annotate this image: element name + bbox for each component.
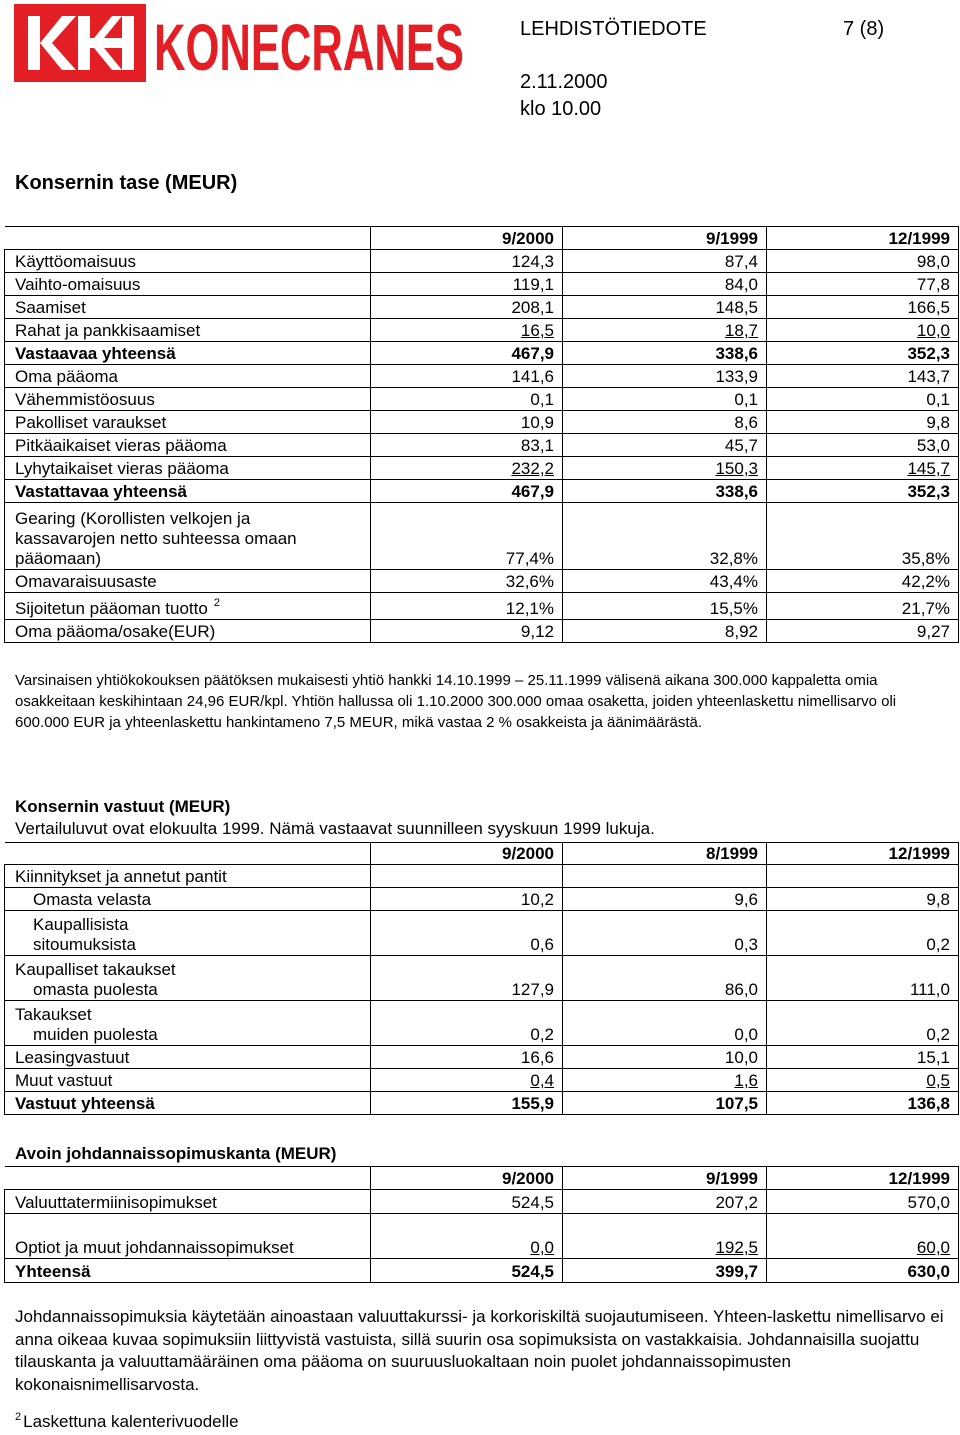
- value-text: 16,6: [520, 1048, 554, 1067]
- value-cell: [371, 296, 563, 319]
- row-label: [5, 250, 371, 273]
- value-text: 0,4: [530, 1071, 554, 1090]
- table-row: [5, 388, 959, 411]
- value-text: 9,8: [926, 413, 950, 432]
- value-text: 107,5: [715, 1094, 758, 1113]
- table-row: [5, 1001, 959, 1046]
- value-text: 148,5: [715, 298, 758, 317]
- value-cell: [563, 342, 767, 365]
- value-text: 0,0: [530, 1238, 554, 1257]
- row-label-line: kassavarojen netto suhteessa omaan: [15, 529, 297, 548]
- row-label: [5, 1259, 371, 1283]
- value-cell: [563, 593, 767, 620]
- value-text: 86,0: [724, 980, 758, 999]
- row-label: [5, 1001, 371, 1046]
- liabilities-table: [4, 842, 959, 1115]
- value-cell: [371, 365, 563, 388]
- row-label-text: Vastaavaa yhteensä: [15, 344, 176, 363]
- value-cell: [767, 620, 959, 643]
- value-cell: [371, 593, 563, 620]
- value-text: 9,6: [734, 890, 758, 909]
- value-text: 9,27: [916, 622, 950, 641]
- value-text: 35,8%: [901, 549, 950, 568]
- value-cell: [371, 457, 563, 480]
- value-cell: [767, 503, 959, 570]
- row-label-line: Takaukset: [15, 1005, 92, 1024]
- value-text: 192,5: [715, 1238, 758, 1257]
- value-cell: [767, 1069, 959, 1092]
- value-cell: [371, 1190, 563, 1214]
- row-label-text: Oma pääoma/osake(EUR): [15, 622, 216, 641]
- value-cell: [767, 319, 959, 342]
- value-text: 77,8: [916, 275, 950, 294]
- value-cell: [767, 296, 959, 319]
- row-label: [5, 865, 371, 888]
- value-cell: [563, 296, 767, 319]
- liabilities-subtitle: Vertailuluvut ovat elokuulta 1999. Nämä vastaavat suunnilleen syyskuun 1999 lukuja.: [15, 819, 655, 838]
- value-text: 524,5: [511, 1262, 554, 1281]
- row-label-text: Optiot ja muut johdannaissopimukset: [15, 1238, 294, 1257]
- value-cell: [563, 434, 767, 457]
- table-row: [5, 1092, 959, 1115]
- page-number: 7 (8): [843, 18, 885, 40]
- row-label-text: Vähemmistöosuus: [15, 390, 155, 409]
- column-header: 12/1999: [767, 227, 959, 250]
- table-row: [5, 1046, 959, 1069]
- value-text: 467,9: [511, 482, 554, 501]
- value-cell: [371, 319, 563, 342]
- liabilities-title: Konsernin vastuut (MEUR): [15, 797, 231, 816]
- value-cell: [767, 911, 959, 956]
- value-text: 0,1: [530, 390, 554, 409]
- row-label-text: Sijoitetun pääoman tuotto: [15, 599, 208, 618]
- value-text: 0,1: [734, 390, 758, 409]
- row-label-line: Gearing (Korollisten velkojen ja: [15, 509, 251, 528]
- value-text: 0,0: [734, 1025, 758, 1044]
- value-cell: [563, 1214, 767, 1259]
- value-text: 45,7: [724, 436, 758, 455]
- value-cell: [371, 956, 563, 1001]
- value-text: 1,6: [734, 1071, 758, 1090]
- value-cell: [767, 1001, 959, 1046]
- value-cell: [767, 888, 959, 911]
- header-row: [5, 227, 959, 250]
- table-row: [5, 273, 959, 296]
- value-cell: [767, 342, 959, 365]
- value-text: 32,6%: [505, 572, 554, 591]
- column-header: 9/1999: [563, 227, 767, 250]
- table-row: [5, 411, 959, 434]
- value-text: 16,5: [520, 321, 554, 340]
- value-text: 208,1: [511, 298, 554, 317]
- value-text: 133,9: [715, 367, 758, 386]
- row-label-text: Valuuttatermiinisopimukset: [15, 1193, 217, 1212]
- value-text: 83,1: [520, 436, 554, 455]
- value-text: 570,0: [907, 1193, 950, 1212]
- row-label-text: Leasingvastuut: [15, 1048, 130, 1067]
- value-cell: [371, 250, 563, 273]
- table-row: [5, 342, 959, 365]
- row-label: [5, 342, 371, 365]
- value-text: 207,2: [715, 1193, 758, 1212]
- table-row: [5, 250, 959, 273]
- value-text: 0,1: [926, 390, 950, 409]
- konecranes-logo: [14, 4, 466, 82]
- row-label-line: omasta puolesta: [33, 980, 158, 999]
- value-cell: [563, 457, 767, 480]
- row-label-text: Muut vastuut: [15, 1071, 113, 1090]
- value-text: 10,0: [724, 1048, 758, 1067]
- row-label-line: Kaupallisista: [33, 915, 129, 934]
- value-cell: [371, 342, 563, 365]
- value-cell: [371, 620, 563, 643]
- derivatives-table: [4, 1166, 959, 1283]
- row-label: [5, 1092, 371, 1115]
- value-cell: [767, 570, 959, 593]
- row-label-text: Omavaraisuusaste: [15, 572, 157, 591]
- value-cell: [371, 570, 563, 593]
- value-text: 87,4: [724, 252, 758, 271]
- value-text: 150,3: [715, 459, 758, 478]
- value-cell: [371, 1001, 563, 1046]
- column-header: 9/1999: [563, 1167, 767, 1190]
- row-label-text: Pakolliset varaukset: [15, 413, 167, 432]
- value-cell: [767, 273, 959, 296]
- value-text: 399,7: [715, 1262, 758, 1281]
- column-header: 12/1999: [767, 843, 959, 865]
- value-text: 15,1: [916, 1048, 950, 1067]
- value-text: 166,5: [907, 298, 950, 317]
- value-cell: [371, 865, 563, 888]
- value-cell: [563, 1069, 767, 1092]
- value-text: 0,2: [926, 935, 950, 954]
- row-label-text: Pitkäaikaiset vieras pääoma: [15, 436, 227, 455]
- row-label: [5, 503, 371, 570]
- row-label: [5, 570, 371, 593]
- release-date: 2.11.2000: [520, 71, 608, 93]
- value-cell: [767, 593, 959, 620]
- row-label: [5, 365, 371, 388]
- header-row: [5, 1167, 959, 1190]
- value-cell: [563, 956, 767, 1001]
- header-blank-cell: [5, 227, 371, 250]
- value-text: 84,0: [724, 275, 758, 294]
- derivatives-title: Avoin johdannaissopimuskanta (MEUR): [15, 1144, 337, 1163]
- row-label-line: muiden puolesta: [33, 1025, 158, 1044]
- row-label-text: Kiinnitykset ja annetut pantit: [15, 867, 227, 886]
- value-cell: [767, 480, 959, 503]
- table-row: [5, 457, 959, 480]
- value-text: 338,6: [715, 482, 758, 501]
- row-label: [5, 319, 371, 342]
- value-text: 127,9: [511, 980, 554, 999]
- row-label: [5, 388, 371, 411]
- row-label: [5, 296, 371, 319]
- table-row: [5, 296, 959, 319]
- table-row: [5, 1190, 959, 1214]
- footnote: [15, 1411, 239, 1432]
- value-text: 12,1%: [505, 599, 554, 618]
- header-row: [5, 843, 959, 865]
- table-row: [5, 911, 959, 956]
- value-text: 0,5: [926, 1071, 950, 1090]
- row-label: [5, 434, 371, 457]
- value-cell: [563, 250, 767, 273]
- value-cell: [563, 570, 767, 593]
- column-header: 9/2000: [371, 1167, 563, 1190]
- value-text: 143,7: [907, 367, 950, 386]
- value-cell: [371, 434, 563, 457]
- row-label: [5, 620, 371, 643]
- table-row: [5, 365, 959, 388]
- value-cell: [563, 365, 767, 388]
- value-cell: [563, 480, 767, 503]
- value-cell: [371, 1046, 563, 1069]
- row-label-line: sitoumuksista: [33, 935, 136, 954]
- value-text: 9,12: [520, 622, 554, 641]
- value-text: 467,9: [511, 344, 554, 363]
- column-header: 8/1999: [563, 843, 767, 865]
- row-label-text: Vaihto-omaisuus: [15, 275, 141, 294]
- balance-title: Konsernin tase (MEUR): [15, 172, 238, 194]
- value-cell: [767, 1190, 959, 1214]
- value-cell: [767, 1046, 959, 1069]
- table-row: [5, 888, 959, 911]
- value-text: 0,6: [530, 935, 554, 954]
- row-label-text: Käyttöomaisuus: [15, 252, 136, 271]
- value-cell: [563, 1259, 767, 1283]
- value-text: 42,2%: [901, 572, 950, 591]
- value-text: 98,0: [916, 252, 950, 271]
- value-text: 15,5%: [709, 599, 758, 618]
- value-text: 0,2: [926, 1025, 950, 1044]
- value-cell: [767, 956, 959, 1001]
- value-text: 21,7%: [901, 599, 950, 618]
- value-text: 124,3: [511, 252, 554, 271]
- header-blank-cell: [5, 1167, 371, 1190]
- row-label: [5, 956, 371, 1001]
- row-label: [5, 1069, 371, 1092]
- value-cell: [563, 1001, 767, 1046]
- footnote-ref: 2: [213, 597, 220, 609]
- table-row: [5, 1214, 959, 1259]
- table-row: [5, 1259, 959, 1283]
- value-text: 18,7: [724, 321, 758, 340]
- table-row: [5, 319, 959, 342]
- value-cell: [563, 1092, 767, 1115]
- value-cell: [371, 273, 563, 296]
- value-text: 32,8%: [709, 549, 758, 568]
- value-text: 8,92: [724, 622, 758, 641]
- value-text: 352,3: [907, 482, 950, 501]
- table-row: [5, 480, 959, 503]
- value-cell: [371, 503, 563, 570]
- footnote-text: Laskettuna kalenterivuodelle: [23, 1412, 239, 1431]
- value-cell: [371, 388, 563, 411]
- row-label-text: Vastuut yhteensä: [15, 1094, 155, 1113]
- value-text: 77,4%: [505, 549, 554, 568]
- row-label: [5, 593, 371, 620]
- row-label: [5, 1046, 371, 1069]
- value-text: 60,0: [916, 1238, 950, 1257]
- row-label: [5, 273, 371, 296]
- value-text: 136,8: [907, 1094, 950, 1113]
- footnote-mark: 2: [15, 1411, 22, 1423]
- value-cell: [371, 1069, 563, 1092]
- value-cell: [767, 388, 959, 411]
- value-text: 53,0: [916, 436, 950, 455]
- value-text: 10,2: [520, 890, 554, 909]
- value-cell: [563, 503, 767, 570]
- value-text: 0,3: [734, 935, 758, 954]
- column-header: 12/1999: [767, 1167, 959, 1190]
- row-label: [5, 411, 371, 434]
- value-cell: [563, 1046, 767, 1069]
- value-cell: [767, 1092, 959, 1115]
- value-text: 10,0: [916, 321, 950, 340]
- value-text: 43,4%: [709, 572, 758, 591]
- value-cell: [371, 411, 563, 434]
- value-text: 10,9: [520, 413, 554, 432]
- value-cell: [767, 411, 959, 434]
- balance-note: Varsinaisen yhtiökokouksen päätöksen mukaisesti yhtiö hankki 14.10.1999 – 25.11.1999 välisenä aikana 300.000 kappaletta omia osakkeitaan keskihintaan 24,96 EUR/kpl. Yhtiön hallussa oli 1.10.2000 300.000 omaa osaketta, joiden yhteenlaskettu nimellisarvo oli 600.000 EUR ja yhteenlaskettu hankintameno 7,5 MEUR, mikä vastaa 2 % osakkeista ja äänimäärästä.: [15, 672, 897, 731]
- table-row: [5, 434, 959, 457]
- doc-type: LEHDISTÖTIEDOTE: [520, 18, 707, 40]
- derivatives-note: Johdannaissopimuksia käytetään ainoastaan valuuttakurssi- ja korkoriskiltä suojautumiseen. Yhteen-laskettu nimellisarvo ei anna oikeaa kuvaa sopimuksiin liittyvistä vastuista, sillä suurin osa sopimuksista on vastakkaisia. Johdannaisilla suojattu tilauskanta ja valuuttamääräinen oma pääoma on suuruusluokaltaan noin puolet johdannaissopimusten kokonaisnimellisarvosta.: [15, 1307, 944, 1394]
- table-row: [5, 1069, 959, 1092]
- value-cell: [371, 1259, 563, 1283]
- value-cell: [371, 888, 563, 911]
- row-label: [5, 1214, 371, 1259]
- value-cell: [371, 911, 563, 956]
- value-cell: [371, 1214, 563, 1259]
- column-header: 9/2000: [371, 843, 563, 865]
- value-text: 155,9: [511, 1094, 554, 1113]
- value-cell: [371, 480, 563, 503]
- row-label-text: Rahat ja pankkisaamiset: [15, 321, 201, 340]
- row-label-text: Yhteensä: [15, 1262, 91, 1281]
- value-cell: [563, 388, 767, 411]
- value-cell: [563, 1190, 767, 1214]
- row-label-text: Saamiset: [15, 298, 86, 317]
- row-label: [5, 888, 371, 911]
- value-text: 630,0: [907, 1262, 950, 1281]
- value-text: 119,1: [512, 275, 554, 294]
- header-blank-cell: [5, 843, 371, 865]
- value-text: 524,5: [511, 1193, 554, 1212]
- value-text: 8,6: [734, 413, 758, 432]
- row-label-line: pääomaan): [15, 549, 102, 568]
- value-cell: [767, 865, 959, 888]
- table-row: [5, 865, 959, 888]
- row-label: [5, 457, 371, 480]
- table-row: [5, 593, 959, 620]
- value-cell: [563, 888, 767, 911]
- value-cell: [563, 620, 767, 643]
- value-text: 232,2: [511, 459, 554, 478]
- value-cell: [563, 911, 767, 956]
- value-cell: [767, 434, 959, 457]
- value-cell: [563, 273, 767, 296]
- value-cell: [563, 411, 767, 434]
- table-row: [5, 620, 959, 643]
- value-cell: [767, 250, 959, 273]
- row-label-text: Omasta velasta: [33, 890, 152, 909]
- value-text: 0,2: [530, 1025, 554, 1044]
- value-cell: [371, 1092, 563, 1115]
- table-row: [5, 956, 959, 1001]
- value-cell: [767, 365, 959, 388]
- value-text: 352,3: [907, 344, 950, 363]
- table-row: [5, 503, 959, 570]
- balance-table: [4, 226, 959, 643]
- value-cell: [767, 1214, 959, 1259]
- row-label-text: Lyhytaikaiset vieras pääoma: [15, 459, 229, 478]
- value-cell: [767, 457, 959, 480]
- row-label: [5, 480, 371, 503]
- value-text: 111,0: [909, 980, 950, 999]
- value-text: 9,8: [926, 890, 950, 909]
- release-time: klo 10.00: [520, 98, 602, 120]
- value-cell: [563, 865, 767, 888]
- column-header: 9/2000: [371, 227, 563, 250]
- table-row: [5, 570, 959, 593]
- value-cell: [767, 1259, 959, 1283]
- value-text: 145,7: [907, 459, 950, 478]
- brand-wordmark: KONECRANES: [154, 10, 464, 82]
- row-label-text: Oma pääoma: [15, 367, 118, 386]
- value-cell: [563, 319, 767, 342]
- row-label: [5, 911, 371, 956]
- value-text: 141,6: [511, 367, 554, 386]
- row-label-line: Kaupalliset takaukset: [15, 960, 176, 979]
- row-label-text: Vastattavaa yhteensä: [15, 482, 187, 501]
- value-text: 338,6: [715, 344, 758, 363]
- row-label: [5, 1190, 371, 1214]
